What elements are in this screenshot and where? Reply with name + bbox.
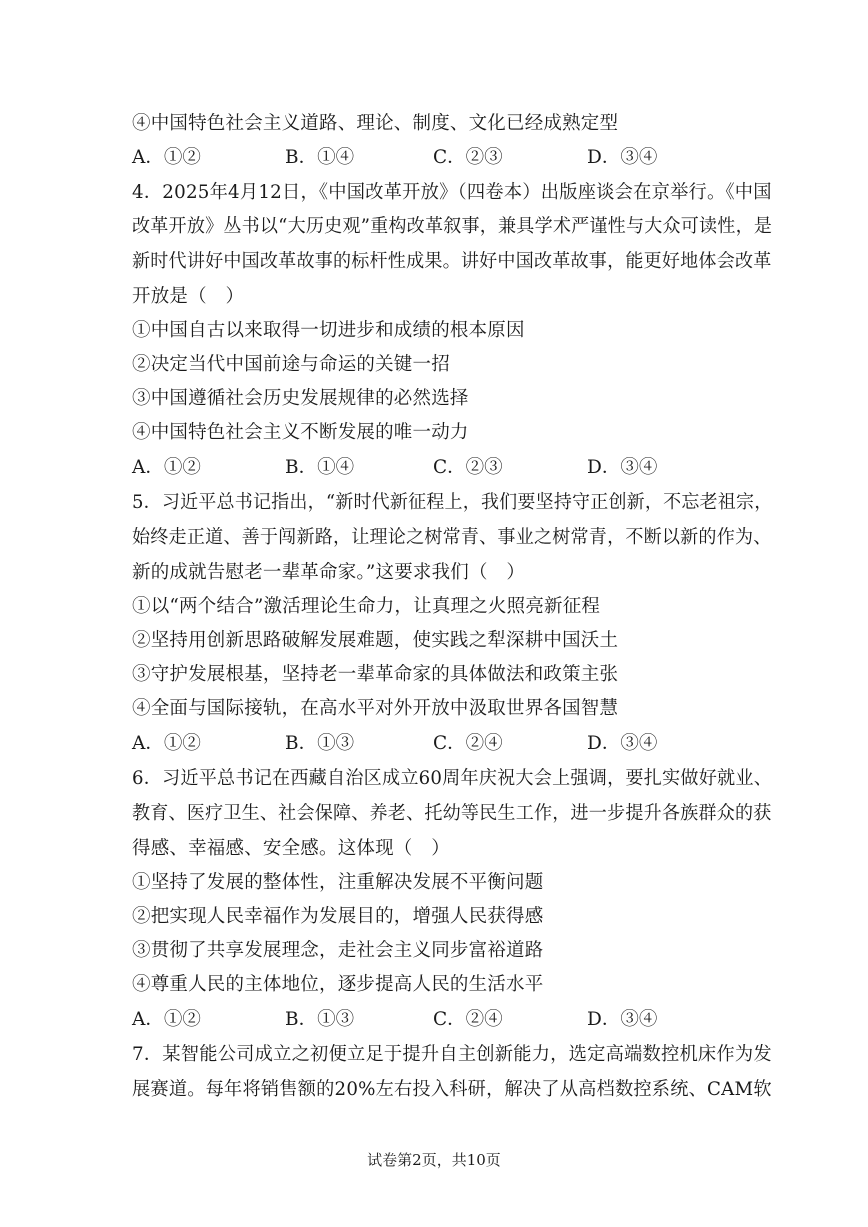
- q6-item-4: ④尊重人民的主体地位，逐步提高人民的生活水平: [132, 974, 544, 995]
- q3-option-d: D．③④: [587, 147, 658, 168]
- q4-item-2: ②决定当代中国前途与命运的关键一招: [132, 354, 450, 375]
- q5-stem-line: 始终走正道、善于闯新路，让理论之树常青、事业之树常青，不断以新的作为、: [132, 527, 772, 548]
- q7-stem-line: 展赛道。每年将销售额的20%左右投入科研，解决了从高档数控系统、CAM软: [132, 1079, 772, 1100]
- q4-options: [132, 456, 772, 480]
- q6-option-b: B．①③: [285, 1009, 355, 1030]
- q4-option-d: D．③④: [587, 457, 658, 478]
- q6-options: [132, 1008, 772, 1032]
- q6-option-c: C．②④: [433, 1009, 503, 1030]
- q5-item-4: ④全面与国际接轨，在高水平对外开放中汲取世界各国智慧: [132, 698, 619, 719]
- q3-option-a: A．①②: [132, 147, 201, 168]
- q4-option-b: B．①④: [285, 457, 355, 478]
- q3-option-c: C．②③: [433, 147, 503, 168]
- q4-option-c: C．②③: [433, 457, 503, 478]
- q4-item-1: ①中国自古以来取得一切进步和成绩的根本原因: [132, 320, 525, 341]
- q3-option-b: B．①④: [285, 147, 355, 168]
- q6-item-1: ①坚持了发展的整体性，注重解决发展不平衡问题: [132, 872, 544, 893]
- q6-stem-line: 6．习近平总书记在西藏自治区成立60周年庆祝大会上强调，要扎实做好就业、: [132, 768, 773, 789]
- q3-item-4: ④中国特色社会主义道路、理论、制度、文化已经成熟定型: [132, 113, 619, 134]
- q5-stem-line: 新的成就告慰老一辈革命家。”这要求我们（ ）: [132, 562, 526, 583]
- q5-option-a: A．①②: [132, 733, 201, 754]
- q5-options: [132, 732, 772, 756]
- page-footer: 试卷第2页，共10页: [367, 1151, 501, 1169]
- q4-item-4: ④中国特色社会主义不断发展的唯一动力: [132, 422, 469, 443]
- q4-stem-line: 开放是（ ）: [132, 286, 245, 307]
- q5-stem-line: 5．习近平总书记指出，“新时代新征程上，我们要坚持守正创新，不忘老祖宗，: [132, 492, 773, 513]
- q6-item-2: ②把实现人民幸福作为发展目的，增强人民获得感: [132, 906, 544, 927]
- q7-stem-line: 7．某智能公司成立之初便立足于提升自主创新能力，选定高端数控机床作为发: [132, 1044, 772, 1065]
- q6-item-3: ③贯彻了共享发展理念，走社会主义同步富裕道路: [132, 940, 544, 961]
- q5-option-c: C．②④: [433, 733, 503, 754]
- q5-item-1: ①以“两个结合”激活理论生命力，让真理之火照亮新征程: [132, 596, 601, 617]
- q4-stem-line: 4．2025年4月12日，《中国改革开放》（四卷本）出版座谈会在京举行。《中国: [132, 182, 772, 203]
- q6-option-d: D．③④: [587, 1009, 658, 1030]
- q6-option-a: A．①②: [132, 1009, 201, 1030]
- q5-option-d: D．③④: [587, 733, 658, 754]
- q4-item-3: ③中国遵循社会历史发展规律的必然选择: [132, 388, 469, 409]
- q5-item-2: ②坚持用创新思路破解发展难题，使实践之犁深耕中国沃土: [132, 630, 619, 651]
- q6-stem-line: 教育、医疗卫生、社会保障、养老、托幼等民生工作，进一步提升各族群众的获: [132, 803, 772, 824]
- q4-option-a: A．①②: [132, 457, 201, 478]
- q5-item-3: ③守护发展根基，坚持老一辈革命家的具体做法和政策主张: [132, 664, 619, 685]
- q4-stem-line: 新时代讲好中国改革故事的标杆性成果。讲好中国改革故事，能更好地体会改革: [132, 251, 772, 272]
- q4-stem-line: 改革开放》丛书以“大历史观”重构改革叙事，兼具学术严谨性与大众可读性，是: [132, 216, 773, 237]
- q3-options: [132, 146, 772, 170]
- q6-stem-line: 得感、幸福感、安全感。这体现（ ）: [132, 838, 450, 859]
- q5-option-b: B．①③: [285, 733, 355, 754]
